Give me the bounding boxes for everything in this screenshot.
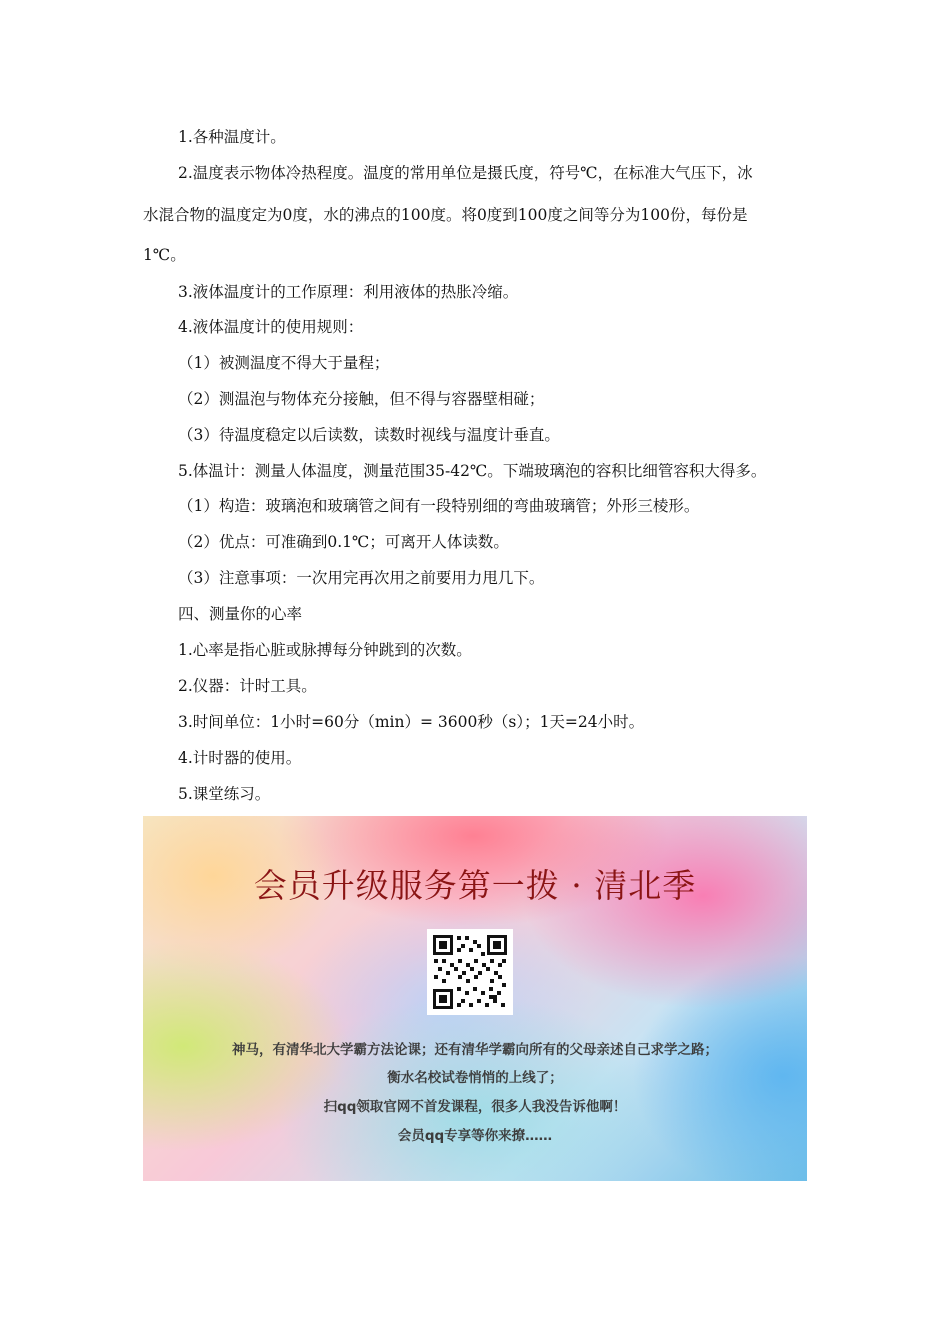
qr-code-icon[interactable] [427, 929, 513, 1015]
rule-3: （3）待温度稳定以后读数，读数时视线与温度计垂直。 [178, 426, 560, 444]
rule-2: （2）测温泡与物体充分接触，但不得与容器壁相碰； [178, 390, 545, 408]
item-temperature-def: 2.温度表示物体冷热程度。温度的常用单位是摄氏度，符号℃，在标准大气压下，冰 [178, 164, 753, 182]
banner-line-1: 神马，有清华北大学霸方法论课；还有清华学霸向所有的父母亲述自己求学之路； [232, 1042, 718, 1058]
item-thermometers: 1.各种温度计。 [178, 128, 286, 146]
item-usage-rules: 4.液体温度计的使用规则： [178, 318, 364, 336]
clinical-structure: （1）构造：玻璃泡和玻璃管之间有一段特别细的弯曲玻璃管；外形三棱形。 [178, 497, 700, 515]
timer-usage: 4.计时器的使用。 [178, 749, 302, 767]
clinical-notes: （3）注意事项：一次用完再次用之前要用力甩几下。 [178, 569, 545, 587]
banner-title: 会员升级服务第一拨 · 清北季 [253, 866, 697, 905]
clinical-advantage: （2）优点：可准确到0.1℃；可离开人体读数。 [178, 533, 509, 551]
banner-line-2: 衡水名校试卷悄悄的上线了； [387, 1070, 563, 1086]
time-units: 3.时间单位：1小时=60分（min）= 3600秒（s）；1天=24小时。 [178, 713, 645, 731]
class-exercise: 5.课堂练习。 [178, 785, 271, 803]
heart-rate-def: 1.心率是指心脏或脉搏每分钟跳到的次数。 [178, 641, 472, 659]
item-clinical-thermometer: 5.体温计：测量人体温度，测量范围35-42℃。下端玻璃泡的容积比细管容积大得多。 [178, 462, 767, 480]
item-temperature-def-cont: 水混合物的温度定为0度，水的沸点的100度。将0度到100度之间等分为100份，每份是 [143, 206, 748, 224]
section-heading: 四、测量你的心率 [178, 605, 303, 623]
item-liquid-principle: 3.液体温度计的工作原理：利用液体的热胀冷缩。 [178, 283, 519, 301]
rule-1: （1）被测温度不得大于量程； [178, 354, 390, 372]
banner-line-4: 会员qq专享等你来撩…… [397, 1128, 553, 1144]
banner-line-3: 扫qq领取官网不首发课程，很多人我没告诉他啊！ [323, 1099, 627, 1115]
item-temperature-def-end: 1℃。 [143, 246, 186, 264]
promo-banner[interactable] [143, 816, 807, 1181]
instrument: 2.仪器：计时工具。 [178, 677, 317, 695]
